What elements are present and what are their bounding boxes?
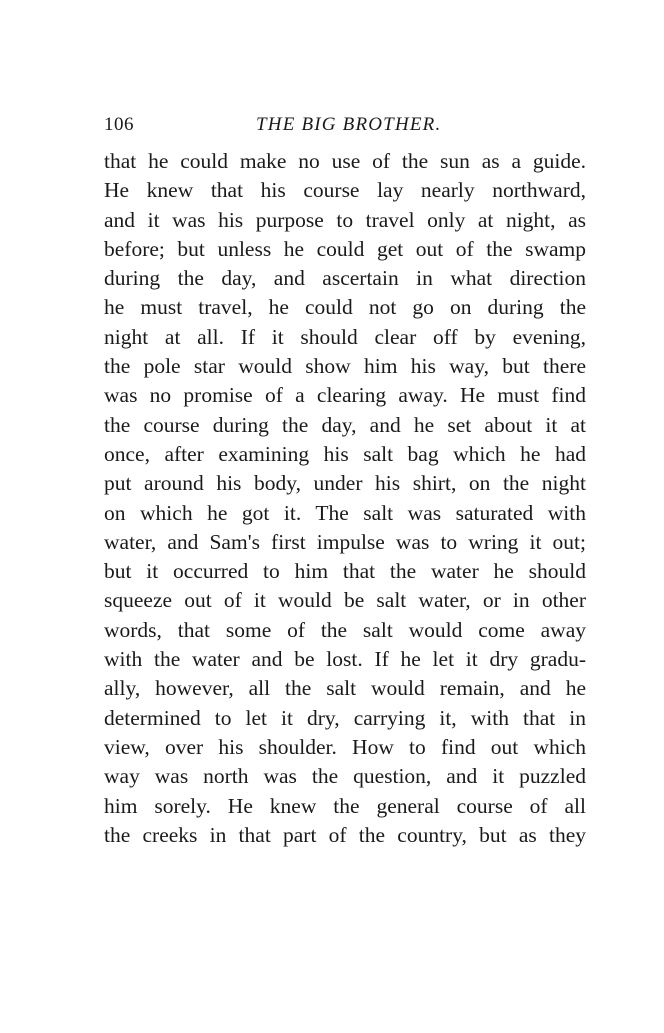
text-line: with the water and be lost. If he let it dry gradu- <box>104 647 586 672</box>
text-line: water, and Sam's first impulse was to wring it out; <box>104 529 586 554</box>
page-number: 106 <box>104 114 134 135</box>
text-line: him sorely. He knew the general course of all <box>104 793 586 818</box>
text-line: night at all. If it should clear off by evening, <box>104 324 586 349</box>
running-head <box>104 112 586 138</box>
text-line: but it occurred to him that the water he should <box>104 559 586 584</box>
text-line: determined to let it dry, carrying it, with that in <box>104 705 586 730</box>
text-line: put around his body, under his shirt, on the night <box>104 471 586 496</box>
text-line: and it was his purpose to travel only at night, as <box>104 207 586 232</box>
text-line: the pole star would show him his way, but there <box>104 354 586 379</box>
text-line: that he could make no use of the sun as a guide. <box>104 149 586 173</box>
text-line: once, after examining his salt bag which he had <box>104 441 586 466</box>
text-line: before; but unless he could get out of the swamp <box>104 236 586 261</box>
text-line: ally, however, all the salt would remain, and he <box>104 676 586 701</box>
text-line: during the day, and ascertain in what direction <box>104 266 586 291</box>
body-text <box>104 147 586 850</box>
text-line: the creeks in that part of the country, but as they <box>104 822 586 847</box>
text-line: words, that some of the salt would come away <box>104 617 586 642</box>
text-line: he must travel, he could not go on during the <box>104 295 586 320</box>
text-line: was no promise of a clearing away. He must find <box>104 383 586 408</box>
text-line: the course during the day, and he set about it at <box>104 412 586 437</box>
text-line: on which he got it. The salt was saturated with <box>104 500 586 525</box>
text-line: He knew that his course lay nearly northward, <box>104 178 586 203</box>
running-title: THE BIG BROTHER. <box>256 114 442 135</box>
text-line: squeeze out of it would be salt water, or in other <box>104 588 586 613</box>
text-line: way was north was the question, and it puzzled <box>104 764 586 789</box>
text-line: view, over his shoulder. How to find out which <box>104 734 586 759</box>
